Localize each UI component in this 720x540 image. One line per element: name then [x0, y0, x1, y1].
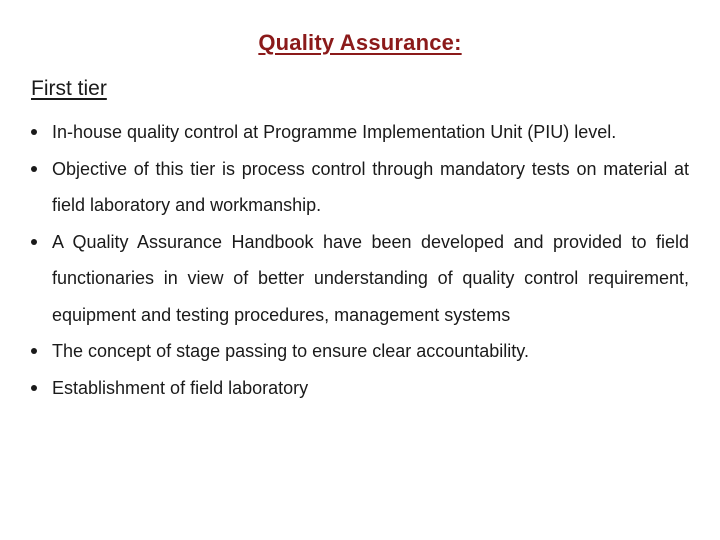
bullet-icon [31, 239, 37, 245]
bullet-text: Establishment of field laboratory [52, 377, 309, 398]
bullet-text: A Quality Assurance Handbook have been developed and provided to field functionaries in view of better understanding of quality control requirement, equipment and testing procedures, management systems [52, 231, 689, 325]
bullet-list [31, 114, 689, 406]
bullet-item [31, 370, 689, 407]
page-title: Quality Assurance: [258, 30, 462, 55]
bullet-item [31, 114, 689, 151]
section-heading: First tier [31, 77, 107, 100]
bullet-icon [31, 385, 37, 391]
bullet-icon [31, 129, 37, 135]
bullet-icon [31, 166, 37, 172]
bullet-item [31, 333, 689, 370]
bullet-item [31, 224, 689, 334]
bullet-icon [31, 348, 37, 354]
bullet-item [31, 151, 689, 224]
bullet-text: The concept of stage passing to ensure clear accountability. [52, 341, 529, 361]
bullet-text: In-house quality control at Programme Implementation Unit (PIU) level. [52, 122, 617, 142]
bullet-text: Objective of this tier is process control through mandatory tests on material at field laboratory and workmanship. [52, 158, 689, 215]
